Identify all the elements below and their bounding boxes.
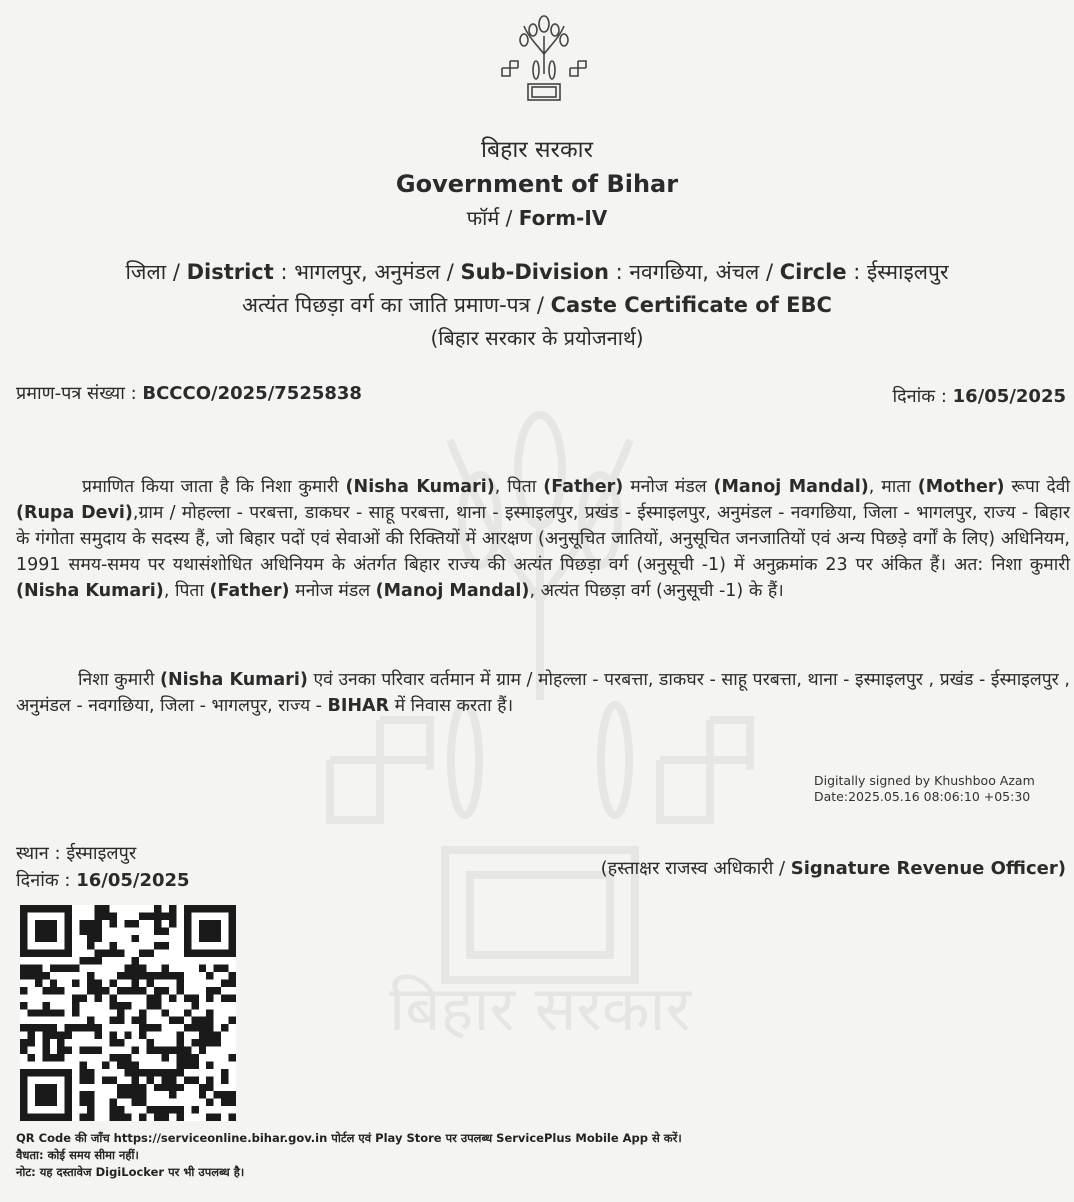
- form-number: फॉर्म / Form-IV: [466, 206, 608, 230]
- certificate-body-paragraph: प्रमाणित किया जाता है कि निशा कुमारी (Nisha Kumari), पिता (Father) मनोज मंडल (Manoj Mandal), माता (Mother) रूपा देवी (Rupa Devi),ग्राम / मोहल्ला - परबत्ता, डाकघर - साहू परबत्ता, थाना - इस्माइलपुर, प्रखंड - ईस्माइलपुर, अनुमंडल - नवगछिया, जिला - भागलपुर, राज्य - बिहार के गंगोता समुदाय के सदस्य हैं, जो बिहार पदों एवं सेवाओं की रिक्तियों में आरक्षण (अनुसूचित जातियों, अनुसूचित जनजातियों एवं अन्य पिछड़े वर्गों के लिए) अधिनियम, 1991 समय-समय पर यथासंशोधित अधिनियम के अंतर्गत बिहार राज्य की अत्यंत पिछड़ा वर्ग (अनुसूची -1) में अनुक्रमांक 23 पर अंकित हैं। अत: निशा कुमारी (Nisha Kumari), पिता (Father) मनोज मंडल (Manoj Mandal), अत्यंत पिछड़ा वर्ग (अनुसूची -1) के हैं।: [16, 477, 1070, 601]
- watermark-text: बिहार सरकार: [389, 972, 691, 1040]
- footer-qr-note: QR Code की जाँच https://serviceonline.bihar.gov.in पोर्टल एवं Play Store पर उपलब्ध ServicePlus Mobile App से करें।: [16, 1131, 682, 1145]
- residence-paragraph: निशा कुमारी (Nisha Kumari) एवं उनका परिवार वर्तमान में ग्राम / मोहल्ला - परबत्ता, डाकघर - साहू परबत्ता, थाना - इस्माइलपुर , प्रखंड - ईस्माइलपुर , अनुमंडल - नवगछिया, जिला - भागलपुर, राज्य - BIHAR में निवास करता हैं।: [16, 670, 1070, 716]
- govt-title-english: Government of Bihar: [395, 170, 679, 198]
- digital-signature-block: [814, 773, 1035, 805]
- certificate-title: अत्यंत पिछड़ा वर्ग का जाति प्रमाण-पत्र / Caste Certificate of EBC: [242, 293, 832, 317]
- place: स्थान : ईस्माइलपुर: [16, 843, 137, 864]
- signature-officer-label: (हस्ताक्षर राजस्व अधिकारी / Signature Revenue Officer): [600, 858, 1066, 879]
- footer-validity: वैधता: कोई समय सीमा नहीं।: [16, 1148, 139, 1162]
- location-line: जिला / District : भागलपुर, अनुमंडल / Sub-Division : नवगछिया, अंचल / Circle : ईस्माइलपुर: [125, 260, 949, 284]
- bihar-govt-emblem-icon: [498, 14, 590, 102]
- digital-signature-date: Date:2025.05.16 08:06:10 +05:30: [814, 789, 1031, 804]
- footer-digilocker-note: नोट: यह दस्तावेज DigiLocker पर भी उपलब्ध है।: [16, 1165, 245, 1179]
- footer-notes: [16, 1130, 682, 1181]
- qr-code-icon: [20, 905, 236, 1121]
- govt-title-hindi: बिहार सरकार: [481, 137, 593, 163]
- certificate-number: प्रमाण-पत्र संख्या : BCCCO/2025/7525838: [16, 383, 362, 404]
- place-date-block: [16, 840, 190, 894]
- place-date: दिनांक : 16/05/2025: [16, 870, 190, 891]
- certificate-purpose: (बिहार सरकार के प्रयोजनार्थ): [430, 326, 644, 350]
- issue-date: दिनांक : 16/05/2025: [892, 386, 1066, 407]
- digital-signature-signer: Digitally signed by Khushboo Azam: [814, 773, 1035, 788]
